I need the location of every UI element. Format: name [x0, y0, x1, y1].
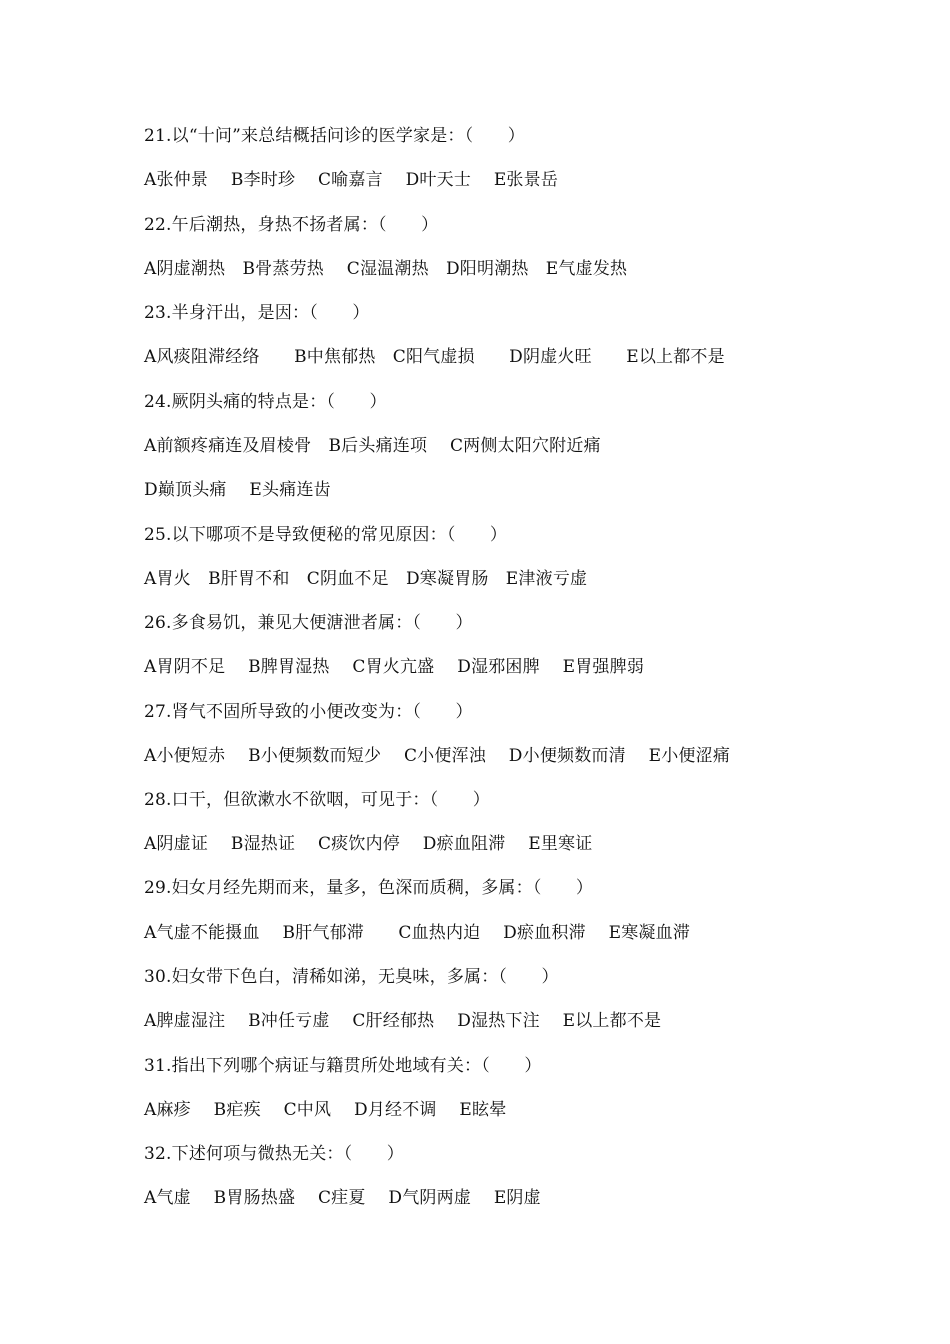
question-23: 23.半身汗出，是因：（ ） — [144, 303, 370, 323]
options-28: A阴虚证 B湿热证 C痰饮内停 D瘀血阻滞 E里寒证 — [144, 834, 593, 854]
question-24: 24.厥阴头痛的特点是：（ ） — [144, 392, 387, 412]
options-26: A胃阴不足 B脾胃湿热 C胃火亢盛 D湿邪困脾 E胃强脾弱 — [144, 657, 645, 677]
question-28: 28.口干，但欲漱水不欲咽，可见于：（ ） — [144, 790, 490, 810]
options-29: A气虚不能摄血 B肝气郁滞 C血热内迫 D瘀血积滞 E寒凝血滞 — [144, 923, 691, 943]
question-22: 22.午后潮热，身热不扬者属：（ ） — [144, 215, 439, 235]
question-25: 25.以下哪项不是导致便秘的常见原因：（ ） — [144, 525, 508, 545]
options-22: A阴虚潮热 B骨蒸劳热 C湿温潮热 D阳明潮热 E气虚发热 — [144, 259, 628, 279]
question-26: 26.多食易饥，兼见大便溏泄者属：（ ） — [144, 613, 473, 633]
question-30: 30.妇女带下色白，清稀如涕，无臭味，多属：（ ） — [144, 967, 559, 987]
question-21: 21.以“十问”来总结概括问诊的医学家是：（ ） — [144, 126, 525, 146]
question-31: 31.指出下列哪个病证与籍贯所处地域有关：（ ） — [144, 1056, 542, 1076]
options-32: A气虚 B胃肠热盛 C疰夏 D气阴两虚 E阴虚 — [144, 1188, 541, 1208]
options-25: A胃火 B肝胃不和 C阴血不足 D寒凝胃肠 E津液亏虚 — [144, 569, 588, 589]
options-24-line-2: D巅顶头痛 E头痛连齿 — [144, 480, 331, 500]
question-27: 27.肾气不固所导致的小便改变为：（ ） — [144, 702, 473, 722]
options-31: A麻疹 B疟疾 C中风 D月经不调 E眩晕 — [144, 1100, 507, 1120]
options-30: A脾虚湿注 B冲任亏虚 C肝经郁热 D湿热下注 E以上都不是 — [144, 1011, 662, 1031]
options-24-line-1: A前额疼痛连及眉棱骨 B后头痛连项 C两侧太阳穴附近痛 — [144, 436, 601, 456]
options-21: A张仲景 B李时珍 C喻嘉言 D叶天士 E张景岳 — [144, 170, 559, 190]
options-27: A小便短赤 B小便频数而短少 C小便浑浊 D小便频数而清 E小便涩痛 — [144, 746, 731, 766]
question-29: 29.妇女月经先期而来，量多，色深而质稠，多属：（ ） — [144, 878, 594, 898]
options-23: A风痰阻滞经络 B中焦郁热 C阳气虚损 D阴虚火旺 E以上都不是 — [144, 347, 725, 367]
question-32: 32.下述何项与微热无关：（ ） — [144, 1144, 404, 1164]
